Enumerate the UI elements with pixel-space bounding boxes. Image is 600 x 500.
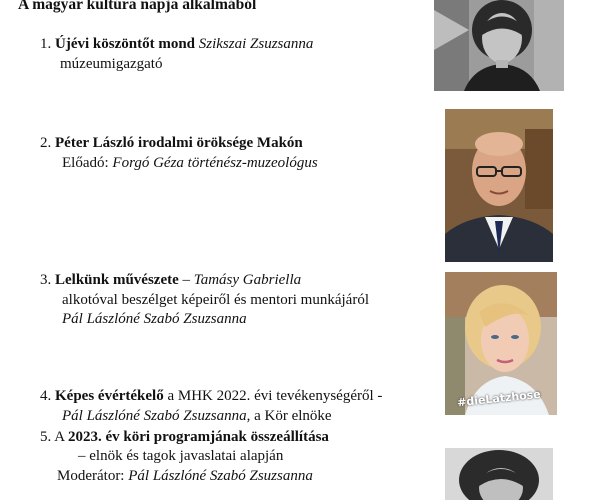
portrait-photo-2 xyxy=(445,109,553,262)
item-1-role: múzeumigazgató xyxy=(60,56,163,72)
program-item-5 xyxy=(40,429,329,446)
item-number: 3. xyxy=(40,272,52,288)
item-number: 5. xyxy=(40,429,52,445)
program-item-3 xyxy=(40,272,301,289)
item-speaker: Tamásy Gabriella xyxy=(193,272,302,288)
presenter-name: Forgó Géza történész-muzeológus xyxy=(112,155,318,171)
photo-caption: #dieLatzhose xyxy=(456,387,542,410)
portrait-photo-1 xyxy=(434,0,564,91)
item-dash: – xyxy=(182,272,190,288)
item-2-presenter xyxy=(62,155,318,172)
item-title: Péter László irodalmi öröksége Makón xyxy=(55,135,303,151)
item-title: Lelkünk művészete xyxy=(55,272,179,288)
portrait-photo-3 xyxy=(445,272,557,415)
page-heading: A magyar kultúra napja alkalmából xyxy=(18,0,257,13)
item-title: Képes évértékelő xyxy=(55,388,164,404)
program-item-1 xyxy=(40,36,313,53)
item-prefix: A xyxy=(54,429,65,445)
item-title: Újévi köszöntőt mond xyxy=(55,36,196,52)
item-5-note: – elnök és tagok javaslatai alapján xyxy=(78,448,284,464)
item-4-presenter: Pál Lászlóné Szabó Zsuzsanna, a Kör elnöke xyxy=(62,408,332,424)
item-rest: a MHK 2022. évi tevékenységéről - xyxy=(167,388,383,404)
item-speaker: Szikszai Zsuzsanna xyxy=(198,36,314,52)
item-5-moderator: Moderátor: Pál Lászlóné Szabó Zsuzsanna xyxy=(57,468,313,484)
portrait-photo-4 xyxy=(445,448,553,500)
program-item-4 xyxy=(40,388,382,405)
item-title: 2023. év köri programjának összeállítása xyxy=(67,429,329,445)
item-3-host: Pál Lászlóné Szabó Zsuzsanna xyxy=(62,311,247,327)
item-number: 1. xyxy=(40,36,52,52)
item-number: 2. xyxy=(40,135,52,151)
presenter-label: Előadó: xyxy=(62,155,109,171)
program-item-2 xyxy=(40,135,303,152)
item-3-description: alkotóval beszélget képeiről és mentori munkájáról xyxy=(62,292,369,308)
item-number: 4. xyxy=(40,388,52,404)
